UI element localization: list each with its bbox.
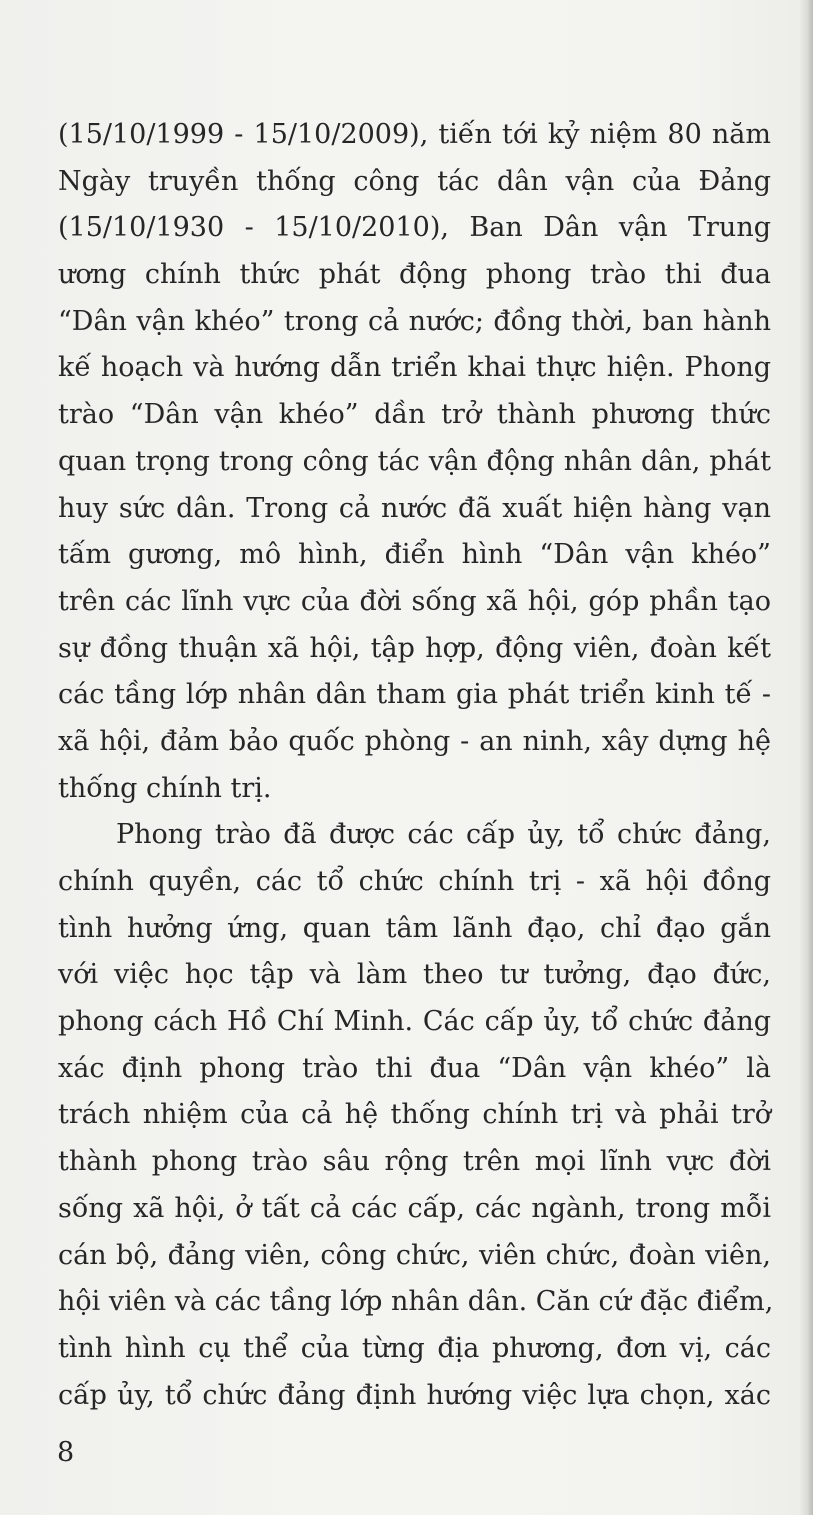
text-line: Ngày truyền thống công tác dân vận của Đảng <box>58 165 771 197</box>
text-line: trào “Dân vận khéo” dần trở thành phương thức <box>58 399 771 431</box>
text-line: tình hưởng ứng, quan tâm lãnh đạo, chỉ đạo gắn <box>58 912 771 944</box>
text-line: chính quyền, các tổ chức chính trị - xã hội đồng <box>58 866 771 897</box>
text-line: tấm gương, mô hình, điển hình “Dân vận khéo” <box>58 539 771 571</box>
text-line: quan trọng trong công tác vận động nhân dân, phát <box>58 445 771 477</box>
text-line: trên các lĩnh vực của đời sống xã hội, góp phần tạo <box>58 585 771 617</box>
text-line: thống chính trị. <box>58 772 272 804</box>
text-line: ương chính thức phát động phong trào thi đua <box>58 259 771 291</box>
text-line: xác định phong trào thi đua “Dân vận khéo” là <box>58 1052 771 1084</box>
text-line: phong cách Hồ Chí Minh. Các cấp ủy, tổ chức đảng <box>58 1006 771 1038</box>
text-line: Phong trào đã được các cấp ủy, tổ chức đảng, <box>116 819 771 851</box>
text-line: xã hội, đảm bảo quốc phòng - an ninh, xây dựng hệ <box>58 725 771 757</box>
text-line: (15/10/1999 - 15/10/2009), tiến tới kỷ niệm 80 năm <box>58 119 771 150</box>
text-line: cấp ủy, tổ chức đảng định hướng việc lựa chọn, xác <box>58 1379 771 1411</box>
text-line: các tầng lớp nhân dân tham gia phát triển kinh tế - <box>58 679 771 711</box>
text-line: sống xã hội, ở tất cả các cấp, các ngành, trong mỗi <box>58 1192 771 1224</box>
text-line: trách nhiệm của cả hệ thống chính trị và phải trở <box>58 1099 771 1131</box>
text-line: “Dân vận khéo” trong cả nước; đồng thời, ban hành <box>58 305 771 337</box>
text-line: tình hình cụ thể của từng địa phương, đơn vị, các <box>58 1332 771 1364</box>
text-line: kế hoạch và hướng dẫn triển khai thực hiện. Phong <box>58 352 771 384</box>
text-line: sự đồng thuận xã hội, tập hợp, động viên, đoàn kết <box>58 632 771 664</box>
body-text <box>58 112 774 1419</box>
page-number: 8 <box>57 1437 75 1468</box>
page-edge-shadow <box>799 0 813 1515</box>
text-line: cán bộ, đảng viên, công chức, viên chức, đoàn viên, <box>58 1239 771 1271</box>
text-line: huy sức dân. Trong cả nước đã xuất hiện hàng vạn <box>58 492 771 524</box>
text-line: với việc học tập và làm theo tư tưởng, đạo đức, <box>58 959 771 991</box>
text-line: (15/10/1930 - 15/10/2010), Ban Dân vận Trung <box>58 212 771 244</box>
text-line: thành phong trào sâu rộng trên mọi lĩnh vực đời <box>58 1146 771 1178</box>
text-line: hội viên và các tầng lớp nhân dân. Căn cứ đặc điểm, <box>58 1286 774 1318</box>
